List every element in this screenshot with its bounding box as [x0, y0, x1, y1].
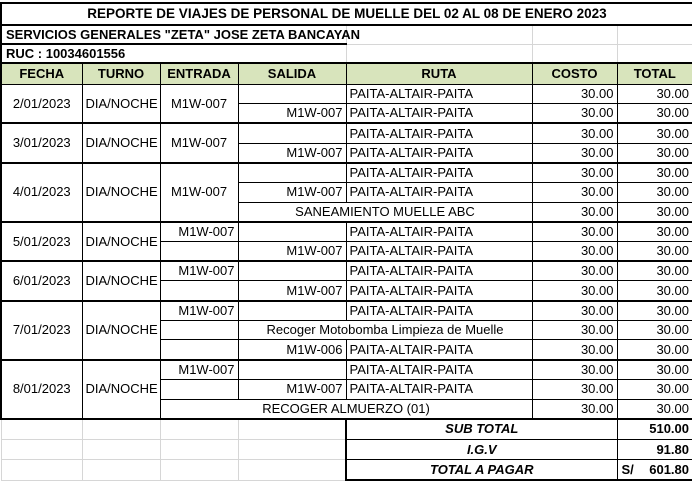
cell-salida[interactable]	[238, 301, 346, 321]
column-header-turno[interactable]: TURNO	[82, 63, 160, 84]
empty-cell[interactable]	[238, 419, 346, 440]
cell-turno[interactable]: DIA/NOCHE	[82, 360, 160, 419]
empty-cell[interactable]	[532, 44, 617, 63]
cell-entrada[interactable]: M1W-007	[160, 360, 238, 380]
summary-value-total-a-pagar[interactable]	[617, 460, 692, 481]
cell-turno[interactable]: DIA/NOCHE	[82, 163, 160, 222]
cell-total[interactable]: 30.00	[617, 163, 692, 183]
empty-cell[interactable]	[617, 25, 692, 44]
cell-entrada[interactable]	[160, 281, 238, 301]
cell-fecha[interactable]: 4/01/2023	[1, 163, 82, 222]
cell-ruta[interactable]: PAITA-ALTAIR-PAITA	[346, 301, 532, 321]
column-header-ruta[interactable]: RUTA	[346, 63, 532, 84]
empty-cell[interactable]	[160, 460, 238, 481]
cell-total[interactable]: 30.00	[617, 143, 692, 163]
cell-total[interactable]: 30.00	[617, 301, 692, 321]
cell-costo[interactable]: 30.00	[532, 379, 617, 399]
cell-entrada[interactable]	[160, 340, 238, 360]
column-header-fecha[interactable]: FECHA	[1, 63, 82, 84]
column-header-entrada[interactable]: ENTRADA	[160, 63, 238, 84]
cell-total[interactable]: 30.00	[617, 340, 692, 360]
cell-salida[interactable]: M1W-007	[238, 104, 346, 124]
report-title[interactable]: REPORTE DE VIAJES DE PERSONAL DE MUELLE DEL 02 AL 08 DE ENERO 2023	[1, 3, 692, 25]
cell-total[interactable]: 30.00	[617, 281, 692, 301]
column-header-salida[interactable]: SALIDA	[238, 63, 346, 84]
cell-costo[interactable]: 30.00	[532, 182, 617, 202]
cell-total[interactable]: 30.00	[617, 104, 692, 124]
cell-costo[interactable]: 30.00	[532, 399, 617, 419]
cell-activity[interactable]: SANEAMIENTO MUELLE ABC	[238, 202, 532, 222]
cell-entrada[interactable]: M1W-007	[160, 301, 238, 321]
cell-salida[interactable]	[238, 123, 346, 143]
cell-costo[interactable]: 30.00	[532, 222, 617, 242]
empty-cell[interactable]	[532, 25, 617, 44]
cell-ruta[interactable]: PAITA-ALTAIR-PAITA	[346, 261, 532, 281]
cell-ruta[interactable]: PAITA-ALTAIR-PAITA	[346, 340, 532, 360]
cell-total[interactable]: 30.00	[617, 360, 692, 380]
cell-costo[interactable]: 30.00	[532, 104, 617, 124]
summary-value-subtotal[interactable]: 510.00	[617, 419, 692, 440]
summary-amount: 601.80	[649, 461, 689, 477]
cell-turno[interactable]: DIA/NOCHE	[82, 222, 160, 261]
cell-salida[interactable]: M1W-007	[238, 281, 346, 301]
cell-total[interactable]: 30.00	[617, 222, 692, 242]
cell-total[interactable]: 30.00	[617, 379, 692, 399]
total-a-pagar-value	[621, 463, 690, 477]
cell-ruta[interactable]: PAITA-ALTAIR-PAITA	[346, 143, 532, 163]
ruc-number[interactable]: RUC : 10034601556	[1, 44, 346, 63]
cell-fecha[interactable]: 8/01/2023	[1, 360, 82, 419]
cell-costo[interactable]: 30.00	[532, 340, 617, 360]
cell-entrada[interactable]: M1W-007	[160, 261, 238, 281]
cell-ruta[interactable]: PAITA-ALTAIR-PAITA	[346, 360, 532, 380]
cell-turno[interactable]: DIA/NOCHE	[82, 123, 160, 162]
trips-report-table	[0, 2, 692, 481]
cell-fecha[interactable]: 5/01/2023	[1, 222, 82, 261]
cell-salida[interactable]: M1W-006	[238, 340, 346, 360]
cell-salida[interactable]	[238, 261, 346, 281]
cell-entrada[interactable]: M1W-007	[160, 222, 238, 242]
cell-ruta[interactable]: PAITA-ALTAIR-PAITA	[346, 379, 532, 399]
empty-cell[interactable]	[1, 460, 82, 481]
cell-total[interactable]: 30.00	[617, 261, 692, 281]
cell-salida[interactable]: M1W-007	[238, 242, 346, 262]
empty-cell[interactable]	[82, 419, 160, 440]
empty-cell[interactable]	[160, 439, 238, 460]
cell-costo[interactable]: 30.00	[532, 143, 617, 163]
empty-cell[interactable]	[1, 439, 82, 460]
cell-costo[interactable]: 30.00	[532, 360, 617, 380]
cell-costo[interactable]: 30.00	[532, 301, 617, 321]
empty-cell[interactable]	[238, 460, 346, 481]
cell-activity[interactable]: Recoger Motobomba Limpieza de Muelle	[238, 320, 532, 340]
cell-salida[interactable]	[238, 84, 346, 104]
cell-costo[interactable]: 30.00	[532, 123, 617, 143]
cell-turno[interactable]: DIA/NOCHE	[82, 84, 160, 123]
cell-turno[interactable]: DIA/NOCHE	[82, 261, 160, 300]
column-header-total[interactable]: TOTAL	[617, 63, 692, 84]
cell-ruta[interactable]: PAITA-ALTAIR-PAITA	[346, 222, 532, 242]
summary-value-igv[interactable]: 91.80	[617, 439, 692, 460]
empty-cell[interactable]	[82, 439, 160, 460]
cell-ruta[interactable]: PAITA-ALTAIR-PAITA	[346, 163, 532, 183]
cell-fecha[interactable]: 3/01/2023	[1, 123, 82, 162]
column-header-costo[interactable]: COSTO	[532, 63, 617, 84]
cell-fecha[interactable]: 2/01/2023	[1, 84, 82, 123]
cell-salida[interactable]	[238, 360, 346, 380]
cell-entrada[interactable]	[160, 320, 238, 340]
cell-costo[interactable]: 30.00	[532, 320, 617, 340]
cell-fecha[interactable]: 6/01/2023	[1, 261, 82, 300]
empty-cell[interactable]	[346, 25, 532, 44]
empty-cell[interactable]	[1, 419, 82, 440]
cell-salida[interactable]: M1W-007	[238, 143, 346, 163]
cell-salida[interactable]	[238, 222, 346, 242]
cell-fecha[interactable]: 7/01/2023	[1, 301, 82, 360]
cell-salida[interactable]: M1W-007	[238, 379, 346, 399]
cell-total[interactable]: 30.00	[617, 123, 692, 143]
currency-symbol: S/	[621, 461, 634, 477]
cell-entrada[interactable]	[160, 242, 238, 262]
cell-salida[interactable]: M1W-007	[238, 182, 346, 202]
cell-ruta[interactable]: PAITA-ALTAIR-PAITA	[346, 242, 532, 262]
cell-ruta[interactable]: PAITA-ALTAIR-PAITA	[346, 104, 532, 124]
cell-costo[interactable]: 30.00	[532, 261, 617, 281]
cell-total[interactable]: 30.00	[617, 320, 692, 340]
cell-ruta[interactable]: PAITA-ALTAIR-PAITA	[346, 281, 532, 301]
cell-costo[interactable]: 30.00	[532, 84, 617, 104]
cell-ruta[interactable]: PAITA-ALTAIR-PAITA	[346, 182, 532, 202]
empty-cell[interactable]	[346, 44, 532, 63]
cell-ruta[interactable]: PAITA-ALTAIR-PAITA	[346, 84, 532, 104]
cell-costo[interactable]: 30.00	[532, 163, 617, 183]
cell-entrada[interactable]: M1W-007	[160, 123, 238, 162]
cell-costo[interactable]: 30.00	[532, 202, 617, 222]
empty-cell[interactable]	[160, 419, 238, 440]
empty-cell[interactable]	[617, 44, 692, 63]
cell-activity[interactable]: RECOGER ALMUERZO (01)	[160, 399, 532, 419]
summary-label-igv[interactable]: I.G.V	[346, 439, 617, 460]
empty-cell[interactable]	[238, 439, 346, 460]
cell-entrada[interactable]: M1W-007	[160, 84, 238, 123]
cell-entrada[interactable]	[160, 379, 238, 399]
cell-total[interactable]: 30.00	[617, 84, 692, 104]
cell-salida[interactable]	[238, 163, 346, 183]
empty-cell[interactable]	[82, 460, 160, 481]
cell-ruta[interactable]: PAITA-ALTAIR-PAITA	[346, 123, 532, 143]
cell-turno[interactable]: DIA/NOCHE	[82, 301, 160, 360]
cell-costo[interactable]: 30.00	[532, 242, 617, 262]
cell-total[interactable]: 30.00	[617, 202, 692, 222]
summary-label-subtotal[interactable]: SUB TOTAL	[346, 419, 617, 440]
cell-total[interactable]: 30.00	[617, 242, 692, 262]
company-name[interactable]: SERVICIOS GENERALES "ZETA" JOSE ZETA BANCAYAN	[1, 25, 346, 44]
cell-total[interactable]: 30.00	[617, 182, 692, 202]
cell-entrada[interactable]: M1W-007	[160, 163, 238, 222]
cell-total[interactable]: 30.00	[617, 399, 692, 419]
summary-label-total-a-pagar[interactable]: TOTAL A PAGAR	[346, 460, 617, 481]
cell-costo[interactable]: 30.00	[532, 281, 617, 301]
